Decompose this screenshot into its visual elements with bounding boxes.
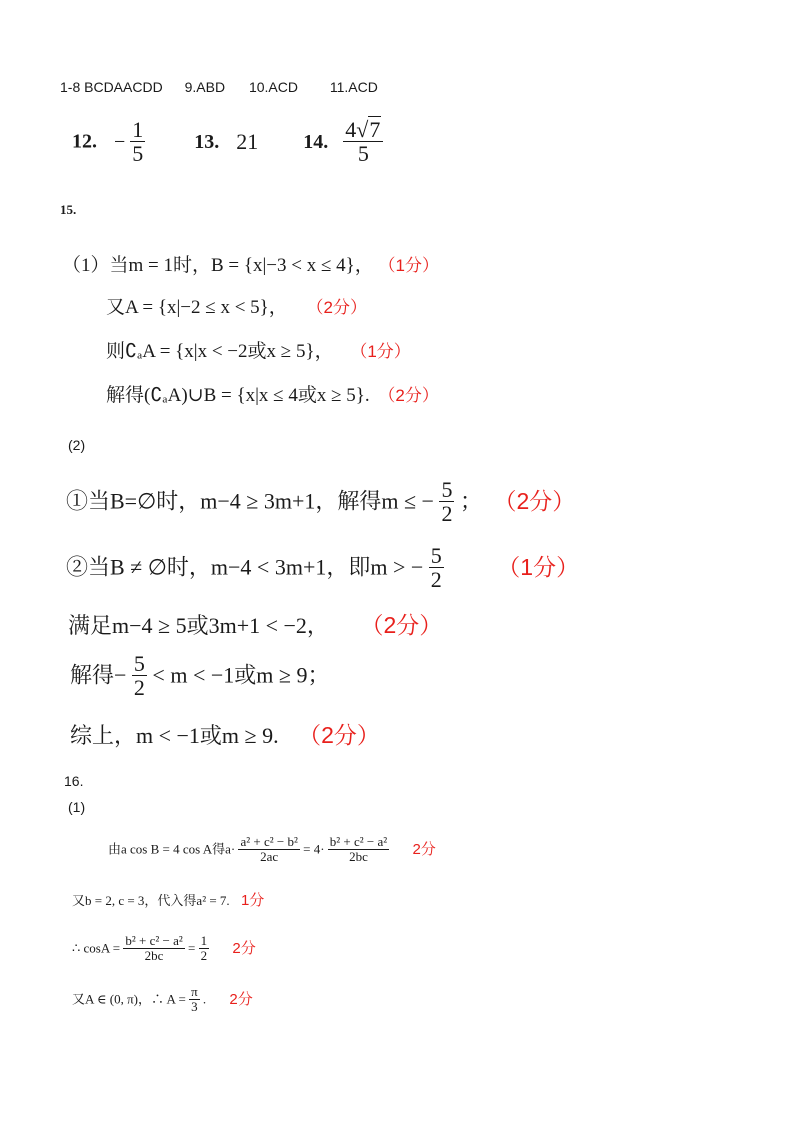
q15-p2-line3-text: 满足m−4 ≥ 5或3m+1 < −2，	[68, 613, 329, 638]
q16-line3-num: b² + c² − a²	[125, 933, 183, 948]
q16-line1-frac2	[328, 835, 389, 863]
q14-den: 5	[357, 141, 369, 167]
q16-line4	[72, 985, 253, 1023]
q15-p2-line2-den: 2	[430, 567, 442, 593]
q14-root-sign: √	[356, 117, 369, 142]
q16-line4-end: .	[202, 991, 207, 1007]
q15-p2-line2-frac	[429, 544, 444, 591]
q12-den: 5	[132, 141, 144, 167]
q16-line3-den: 2bc	[144, 947, 164, 963]
q15-p1-line4-text: 解得(∁ₐA)∪B = {x|x ≤ 4或x ≥ 5}.	[106, 385, 370, 406]
mc-answers	[60, 80, 378, 94]
q15-p1-line2-text: 又A = {x|−2 ≤ x < 5}，	[106, 297, 288, 318]
q15-p1-line3-text: 则∁ₐA = {x|x < −2或x ≥ 5}，	[106, 341, 334, 362]
q16-line1-f2-num: b² + c² − a²	[329, 834, 388, 849]
q15-p1-line2	[106, 298, 367, 317]
q12-label: 12.	[72, 130, 97, 153]
q15-p2-line5-score: （2分）	[298, 722, 380, 748]
q16-line1-f1-den: 2ac	[260, 848, 279, 864]
mc-1-8: 1-8 BCDAACDD	[60, 79, 163, 95]
answer-11: 11.ACD	[329, 79, 378, 95]
q15-p2-line5-text: 综上，m < −1或m ≥ 9.	[70, 723, 279, 748]
q15-p2-line2	[66, 544, 579, 598]
q15-p2-line3-score: （2分）	[360, 612, 443, 638]
q16-line4-num: π	[191, 984, 198, 999]
q16-line1-text: 由a cos B = 4 cos A得a·	[108, 841, 236, 857]
q16-line4-frac	[189, 985, 200, 1013]
q15-p2-line4-text: 解得−	[70, 662, 127, 688]
q16-line3-eq: =	[188, 940, 196, 956]
q15-p2-line4-rest: < m < −1或m ≥ 9；	[152, 662, 330, 688]
q13-value: 21	[236, 128, 259, 154]
q15-p1-line1-text: （1）当m = 1时，B = {x|−3 < x ≤ 4}，	[62, 255, 374, 276]
q15-p1-line3-score: （1分）	[350, 342, 411, 361]
q15-p2-line4	[70, 652, 329, 706]
q14-coef: 4	[345, 117, 357, 142]
q16-line3-score: 2分	[232, 939, 256, 957]
q15-p2-line1-den: 2	[441, 501, 453, 527]
q16-line3-num2: 1	[200, 933, 208, 948]
q14-fraction	[343, 118, 383, 165]
q16-line3-text: ∴ cosA =	[72, 940, 121, 956]
q15-p2-line4-num: 5	[133, 651, 145, 676]
q15-p1-line3	[106, 342, 411, 361]
q14-label: 14.	[303, 130, 329, 153]
q16-line1-f2-den: 2bc	[349, 848, 368, 864]
q15-p2-line1-num: 5	[441, 477, 453, 502]
q14-num	[343, 118, 383, 142]
q16-line1-score: 2分	[412, 840, 436, 858]
q15-p2-line4-frac	[132, 652, 147, 699]
q12-num: 1	[132, 117, 144, 142]
answer-10: 10.ACD	[248, 79, 298, 95]
q15-p2-label: (2)	[68, 437, 86, 453]
q15-p2-line1-end: ；	[459, 488, 482, 514]
q15-label: 15.	[60, 202, 77, 217]
q15-p2-line5	[70, 724, 380, 747]
q16-p1-label: (1)	[68, 799, 86, 815]
q16-line1-mid: = 4·	[303, 841, 325, 857]
q12-fraction	[130, 118, 145, 165]
q15-p2-line3	[68, 614, 442, 637]
q16-line3-den2: 2	[200, 947, 208, 963]
q15-p2-line1-score: （2分）	[493, 488, 576, 515]
q16-label: 16.	[64, 773, 84, 789]
q15-p2-line2-text: ②当B ≠ ∅时，m−4 < 3m+1，即m > −	[66, 554, 424, 580]
q16-line3	[72, 934, 256, 972]
q16-line1-frac1	[238, 835, 299, 863]
q14-radicand: 7	[369, 117, 381, 142]
q16-line2-score: 1分	[240, 892, 265, 909]
q15-p2-line4-den: 2	[133, 675, 145, 701]
q16-line1-f1-num: a² + c² − b²	[240, 834, 298, 849]
q15-p1-line4-score: （2分）	[378, 386, 439, 405]
q15-p1-line2-score: （2分）	[306, 298, 368, 317]
q13-label: 13.	[194, 130, 220, 153]
q15-p1-line1	[62, 256, 439, 275]
q16-line3-frac2	[199, 934, 210, 962]
q15-p2-line1-text: ①当B=∅时，m−4 ≥ 3m+1，解得m ≤ −	[66, 488, 434, 514]
q16-line4-score: 2分	[229, 990, 253, 1008]
q16-line4-text: 又A ∈ (0, π)，∴ A =	[72, 991, 186, 1007]
q12-sign: −	[114, 130, 126, 153]
q16-line1	[108, 835, 436, 873]
q15-p1-line1-score: （1分）	[378, 256, 440, 275]
answer-9: 9.ABD	[184, 79, 226, 95]
q15-p2-line1	[66, 478, 575, 532]
q16-line2	[72, 893, 264, 908]
q15-p2-line2-score: （1分）	[497, 554, 580, 581]
q15-p2-line1-frac	[439, 478, 454, 525]
answers-12-14	[72, 118, 383, 182]
q15-p1-line4	[106, 386, 439, 405]
q15-p2-line2-num: 5	[430, 543, 442, 568]
q16-line3-frac1	[123, 934, 184, 962]
q16-line4-den: 3	[191, 998, 198, 1014]
q16-line2-text: 又b = 2, c = 3，代入得a² = 7.	[72, 893, 230, 908]
